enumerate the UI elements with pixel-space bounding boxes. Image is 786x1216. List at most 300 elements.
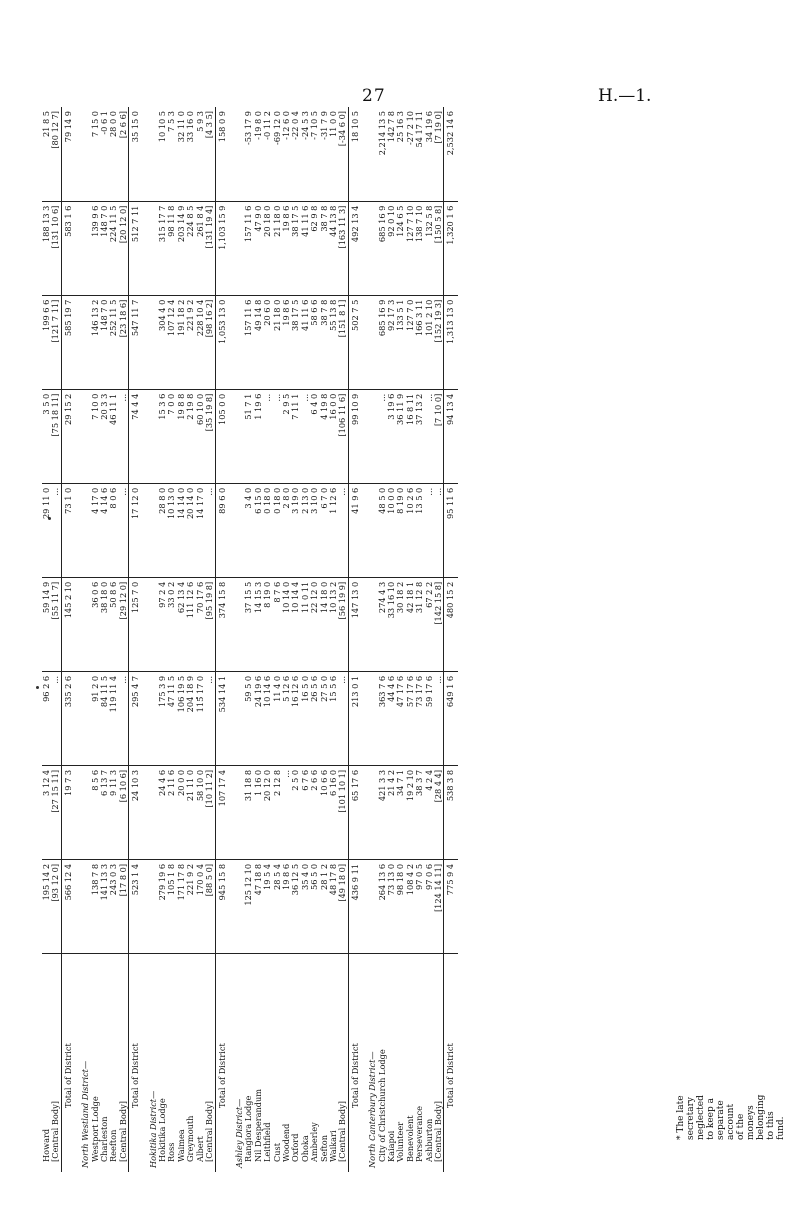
table-row [196,107,205,1172]
table-cell: 221 9 2 [186,295,195,389]
table-row [282,107,291,1172]
table-cell: 3 5 0 [42,389,51,483]
table-row [406,107,415,1172]
table-cell: ... [205,671,215,765]
table-row [273,107,282,1172]
table-cell: 3 19 6 [387,389,396,483]
table-cell: 335 2 6 [61,671,75,765]
table-cell: 145 2 10 [61,577,75,671]
table-cell: 38 18 0 [100,577,109,671]
table-cell: 36 12 5 [291,859,300,953]
table-cell: 34 7 1 [396,765,405,859]
table-cell: 8 19 0 [396,483,405,577]
table-cell: 538 3 8 [444,765,458,859]
table-cell: 8 7 6 [273,577,282,671]
table-cell: 16 8 11 [406,389,415,483]
table-cell: 18 10 5 [348,107,362,201]
table-cell: [49 18 0] [338,859,348,953]
row-label [229,954,244,1173]
table-cell: 2 5 0 [291,765,300,859]
table-cell: 98 18 0 [396,859,405,953]
table-cell: 38 17 5 [291,201,300,295]
table-row [387,107,396,1172]
table-cell: 224 11 5 [109,201,118,295]
table-cell: 62 9 8 [310,201,319,295]
row-label [263,954,272,1173]
table-cell: 29 15 2 [61,389,75,483]
row-label [119,954,129,1173]
table-cell: 523 1 4 [129,859,143,953]
table-cell: 107 12 4 [167,295,176,389]
table-cell: 36 11 9 [396,389,405,483]
table-cell: 24 4 6 [158,765,167,859]
table-cell: 374 15 8 [215,577,229,671]
row-label-text: Total of District [62,1043,73,1108]
table-cell: 59 5 0 [244,671,253,765]
table-cell: -0 6 1 [99,111,110,135]
table-cell: 58 10 0 [196,765,205,859]
table-row [186,107,195,1172]
table-row [396,107,405,1172]
table-cell: [4 3 5] [204,111,215,139]
table-cell: 60 10 0 [196,389,205,483]
table-cell: 31 18 8 [244,765,253,859]
table-cell [229,765,244,859]
row-label-text: Hokitika District— [147,1090,158,1168]
table-cell: 55 13 8 [329,295,338,389]
row-label-text: Cust [271,1142,282,1162]
table-cell: 19 5 4 [263,859,272,953]
table-cell: [6 10 6] [119,765,129,859]
table-cell: -69 12 0 [271,111,282,146]
page-number: 27 [362,86,386,106]
row-label-text: [Central Body] [433,1101,444,1162]
table-cell: 502 7 5 [348,295,362,389]
table-row [91,107,100,1172]
table-cell: 2,532 14 6 [444,107,458,201]
table-cell [75,483,90,577]
row-label-text: Amberley [309,1122,320,1162]
table-cell: 98 11 8 [167,201,176,295]
table-cell: 54 17 11 [414,111,425,148]
table-cell: ... [119,483,129,577]
table-cell: ... [205,483,215,577]
table-row [444,107,458,1172]
table-cell: 111 12 6 [186,577,195,671]
table-cell: 492 13 4 [348,201,362,295]
table-cell: [10 11 2] [205,765,215,859]
row-label-text: Ohoka [299,1135,310,1162]
table-cell: 59 14 9 [42,577,51,671]
row-label-text: [Central Body] [337,1101,348,1162]
table-cell: 105 0 0 [215,389,229,483]
table-cell: 2 13 0 [301,483,310,577]
table-cell: 73 17 6 [415,671,424,765]
table-row [143,107,158,1172]
table-cell: 945 15 8 [215,859,229,953]
row-label-text: Total of District [130,1043,141,1108]
table-cell: 547 11 7 [129,295,143,389]
table-cell: [75 18 11] [51,389,61,483]
table-cell: 73 13 0 [387,859,396,953]
row-label-text: Ashburton [423,1118,434,1162]
table-cell: 17 12 0 [129,483,143,577]
table-cell: 30 18 2 [396,577,405,671]
table-cell: ... [282,765,291,859]
table-cell: 7 10 0 [91,389,100,483]
table-cell [143,295,158,389]
table-cell: [55 11 7] [51,577,61,671]
table-cell [229,671,244,765]
table-cell: 20 6 0 [263,295,272,389]
row-label [434,954,444,1173]
table-cell: 32 11 0 [175,111,186,143]
table-cell: ... [425,483,434,577]
table-cell: ... [119,389,129,483]
table-cell: 44 4 6 [387,671,396,765]
table-cell: 10 14 4 [291,577,300,671]
table-cell: 35 4 0 [301,859,310,953]
table-cell: [29 12 0] [119,577,129,671]
table-cell: 139 9 6 [91,201,100,295]
table-cell: [131 19 4] [205,201,215,295]
table-cell: 10 13 2 [329,577,338,671]
table-cell: 62 13 4 [177,577,186,671]
table-cell: 51 7 1 [244,389,253,483]
table-cell: 10 2 6 [406,483,415,577]
table-cell: 11 0 0 [327,111,338,138]
table-row [291,107,300,1172]
table-cell: ... [263,389,272,483]
table-cell: 512 7 11 [129,201,143,295]
table-cell: 41 11 6 [301,201,310,295]
table-cell: 41 9 6 [348,483,362,577]
table-cell [143,577,158,671]
table-cell: 20 12 0 [263,765,272,859]
table-cell: 6 13 7 [100,765,109,859]
table-cell: 21 18 0 [273,295,282,389]
table-cell: 92 0 10 [387,201,396,295]
table-cell: ... [273,389,282,483]
row-label-text: Greymouth [185,1115,196,1162]
row-label [61,954,75,1173]
table-cell: 304 4 0 [158,295,167,389]
table-row [158,107,167,1172]
table-cell: 115 17 0 [196,671,205,765]
table-cell: 10 6 6 [320,765,329,859]
table-cell: 142 7 8 [386,111,396,143]
table-cell: [20 12 0] [119,201,129,295]
table-row [61,107,75,1172]
table-cell: 5 12 6 [282,671,291,765]
row-label-text: Kaiapoi [386,1130,396,1162]
row-label [129,954,143,1173]
table-cell: 37 15 5 [244,577,253,671]
table-cell: 224 8 5 [186,201,195,295]
table-cell: 58 6 6 [310,295,319,389]
table-cell: [93 12 0] [51,859,61,953]
table-row [205,107,215,1172]
table-cell: 2 19 8 [186,389,195,483]
table-cell: 9 11 3 [109,765,118,859]
row-label-text: Benevolent [404,1115,415,1162]
table-cell: 157 11 6 [244,295,253,389]
row-label-text: City of Christchurch Lodge [376,1049,387,1162]
table-cell: 48 17 8 [329,859,338,953]
table-row [425,107,434,1172]
table-cell: 10 13 0 [167,483,176,577]
table-cell: 6 4 0 [310,389,319,483]
table-cell: 221 9 2 [186,859,195,953]
row-label-text: Woodend [280,1123,291,1162]
table-cell: 92 17 3 [387,295,396,389]
row-label-text: Perseverance [414,1106,425,1162]
table-cell: 0 18 0 [273,483,282,577]
table-cell: [7 19 0] [433,111,444,144]
table-cell: 33 0 2 [167,577,176,671]
table-cell: 70 17 6 [196,577,205,671]
table-cell: 685 16 9 [378,201,387,295]
row-label-text: Waimea [175,1129,186,1162]
table-cell: 2 11 6 [167,765,176,859]
table-cell: 171 17 8 [177,859,186,953]
table-cell: -22 0 4 [290,111,301,140]
table-cell: 204 18 9 [186,671,195,765]
table-cell: 19 8 6 [282,201,291,295]
table-cell: 6 16 0 [329,765,338,859]
table-cell: ... [378,389,387,483]
table-cell: ... [301,389,310,483]
table-cell: [131 10 6] [51,201,61,295]
table-cell: 21 8 5 [41,111,51,138]
table-cell: 132 5 8 [425,201,434,295]
table-cell: 8 5 6 [91,765,100,859]
table-cell: 15 5 6 [329,671,338,765]
table-row [263,107,272,1172]
table-cell: [152 19 3] [434,295,444,389]
table-cell: 38 7 8 [320,295,329,389]
row-label-text: Nil Desperandum [252,1088,263,1162]
table-cell [362,577,377,671]
table-cell: ... [338,671,348,765]
table-cell: 649 1 6 [444,671,458,765]
table-cell: 138 7 10 [415,201,424,295]
table-cell: 37 13 2 [415,389,424,483]
row-label-text: Howard [41,1128,51,1162]
table-row [320,107,329,1172]
table-cell: 22 12 0 [310,577,319,671]
table-cell: [28 4 4] [434,765,444,859]
table-cell [143,483,158,577]
table-cell: 96 2 6 [42,671,51,765]
table-cell: 105 1 8 [167,859,176,953]
row-label [205,954,215,1173]
table-cell: 191 18 2 [177,295,186,389]
table-cell: 101 2 10 [425,295,434,389]
table-cell: 97 0 5 [415,859,424,953]
table-cell: 127 7 0 [406,295,415,389]
table-row [215,107,229,1172]
table-cell: ... [434,483,444,577]
table-cell [229,389,244,483]
table-cell: 44 13 8 [329,201,338,295]
row-label-text: [Central Body] [50,1101,61,1162]
table-cell: 38 3 7 [415,765,424,859]
table-cell: 127 7 10 [406,201,415,295]
table-cell [229,201,244,295]
row-label-text: Westport Lodge [89,1096,100,1162]
table-cell: [17 8 0] [119,859,129,953]
table-row [100,107,109,1172]
table-cell: 315 17 7 [158,201,167,295]
table-cell: [35 19 8] [205,389,215,483]
table-cell: 65 17 6 [348,765,362,859]
table-cell [362,201,377,295]
table-cell: 1 12 6 [329,483,338,577]
table-cell: 2 12 8 [273,765,282,859]
table-cell: 35 15 0 [129,107,143,201]
table-row [167,107,176,1172]
table-cell [362,295,377,389]
print-speck [36,686,39,689]
table-cell: 28 8 0 [158,483,167,577]
table-cell: 21 18 0 [273,201,282,295]
table-cell [143,107,158,201]
table-cell: -7 10 5 [309,111,320,140]
table-cell: [88 5 0] [205,859,215,953]
table-cell [143,389,158,483]
table-cell: 28 1 2 [320,859,329,953]
table-cell [229,483,244,577]
table-cell: 6 15 0 [254,483,263,577]
table-cell: 11 0 11 [301,577,310,671]
table-cell: 28 0 0 [108,111,119,138]
table-cell: 534 14 1 [215,671,229,765]
table-cell: 20 14 0 [186,483,195,577]
table-cell: [7 10 0] [434,389,444,483]
table-cell: 19 8 6 [282,295,291,389]
table-cell: [142 15 8] [434,577,444,671]
table-cell: ... [425,389,434,483]
table-cell: 16 5 0 [301,671,310,765]
table-cell: 2 6 6 [310,765,319,859]
table-cell [362,107,377,201]
table-cell [75,859,90,953]
table-cell: [150 5 8] [434,201,444,295]
table-cell: 199 6 6 [42,295,51,389]
table-cell: 261 8 4 [196,201,205,295]
row-label [362,954,377,1173]
table-cell: 84 11 5 [100,671,109,765]
table-row [129,107,143,1172]
series-code: H.—1. [598,86,652,106]
table-cell: 19 7 3 [61,765,75,859]
table-cell: 274 4 3 [378,577,387,671]
table-cell: 49 14 8 [254,295,263,389]
table-cell: 38 7 8 [320,201,329,295]
table-cell [143,765,158,859]
table-cell: 1,103 15 9 [215,201,229,295]
table-cell: [124 14 11] [434,859,444,953]
table-cell: 26 5 6 [310,671,319,765]
table-cell: [98 16 2] [205,295,215,389]
table-cell: 157 11 6 [244,201,253,295]
table-cell [229,107,244,201]
table-cell: 11 4 0 [273,671,282,765]
table-cell: -53 17 9 [243,111,254,146]
table-cell: 16 0 0 [329,389,338,483]
table-cell: [23 18 6] [119,295,129,389]
table-cell: 108 4 2 [406,859,415,953]
table-cell: 566 12 4 [61,859,75,953]
table-cell: 421 3 3 [378,765,387,859]
row-label-text: Leithfield [262,1122,273,1162]
table-cell: 31 12 8 [415,577,424,671]
row-label-text: Charleston [99,1116,110,1162]
table-cell [362,389,377,483]
table-cell: 138 7 8 [91,859,100,953]
table-cell [75,765,90,859]
table-cell: 28 5 4 [273,859,282,953]
lodge-accounts-table [42,107,458,1172]
table-cell: 2 9 5 [282,389,291,483]
table-row [75,107,90,1172]
row-label-text: Waikari [327,1130,338,1162]
row-label-text: Rangiora Lodge [243,1095,254,1162]
table-cell: 21 4 2 [387,765,396,859]
table-cell: 3 4 0 [244,483,253,577]
table-cell: 10 14 6 [263,671,272,765]
table-cell: 1,053 13 0 [215,295,229,389]
table-cell: 29 11 0 [42,483,51,577]
table-cell: [2 6 6] [117,111,128,139]
table-cell: 97 0 6 [425,859,434,953]
row-label [51,954,61,1173]
row-label-text: [Central Body] [204,1101,215,1162]
table-cell: 0 18 0 [263,483,272,577]
table-cell [75,295,90,389]
table-cell: 99 10 9 [348,389,362,483]
row-label [338,954,348,1173]
table-cell: [56 19 9] [338,577,348,671]
table-cell: ... [51,483,61,577]
table-cell [229,859,244,953]
row-label-text: Total of District [349,1043,360,1108]
table-cell: 8 19 0 [263,577,272,671]
table-cell: 125 12 10 [244,859,253,953]
table-cell: 1,313 13 0 [444,295,458,389]
row-label-text: Volunteer [395,1121,406,1162]
table-row [415,107,424,1172]
table-row [378,107,387,1172]
table-cell: 41 11 6 [301,295,310,389]
row-label-text: Ashley District— [233,1098,244,1168]
row-label-text: Sefton [318,1135,329,1162]
footnote: * The late secretary neglected to keep a separate account of the moneys belonging to this fund. [676,1094,786,1140]
table-cell: -0 11 2 [262,111,273,140]
table-row [229,107,244,1172]
table-cell: ... [338,483,348,577]
table-row [42,107,51,1172]
table-row [119,107,129,1172]
table-cell: 73 1 0 [61,483,75,577]
table-cell: ... [434,671,444,765]
table-cell: 685 16 9 [378,295,387,389]
row-label-text: Oxford [290,1133,301,1162]
table-cell: 20 3 3 [100,389,109,483]
table-cell: 33 16 10 [387,577,396,671]
row-label-text: Total of District [445,1043,456,1108]
